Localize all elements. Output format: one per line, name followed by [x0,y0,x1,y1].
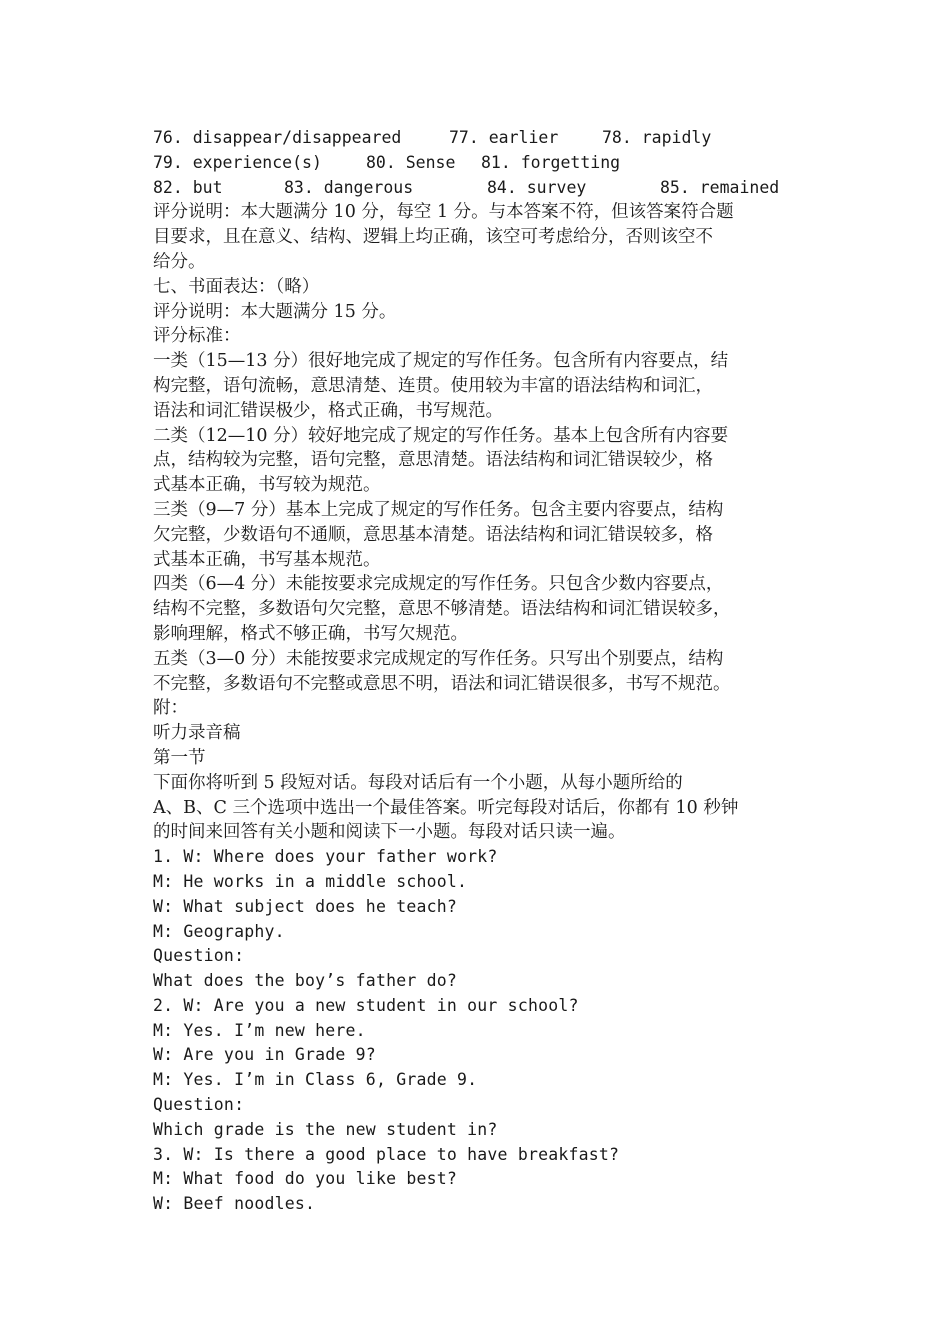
answer-81: 81. forgetting [481,152,621,172]
section-heading-writing: 七、书面表达：（略） [153,276,320,297]
answer-77: 77. earlier [449,128,559,147]
criteria-line: 三类（9—7 分）基本上完成了规定的写作任务。包含主要内容要点，结构 [153,499,724,520]
criteria-line: 二类（12—10 分）较好地完成了规定的写作任务。基本上包含所有内容要 [153,425,729,446]
dialogue-line: Which grade is the new student in? [153,1119,498,1139]
dialogue-line: Question: [153,946,245,966]
dialogue-line: M: He works in a middle school. [153,871,468,891]
dialogue-line: What does the boy’s father do? [153,971,458,991]
instructions-line: 的时间来回答有关小题和阅读下一小题。每段对话只读一遍。 [153,822,626,843]
listening-transcript-heading: 听力录音稿 [153,723,241,744]
scoring-note-line: 评分说明：本大题满分 10 分，每空 1 分。与本答案不符，但该答案符合题 [153,202,734,223]
dialogue-line: Question: [153,1095,245,1115]
answer-85: 85. remained [660,177,780,197]
dialogue-line: M: What food do you like best? [153,1169,458,1189]
scoring-note-line: 目要求，且在意义、结构、逻辑上均正确，该空可考虑给分，否则该空不 [153,227,713,248]
answer-84: 84. survey [487,177,587,197]
answer-82: 82. but [153,177,223,197]
answer-83: 83. dangerous [284,177,414,197]
dialogue-line: M: Yes. I’m in Class 6, Grade 9. [153,1070,478,1090]
instructions-line: A、B、C 三个选项中选出一个最佳答案。听完每段对话后，你都有 10 秒钟 [153,797,739,818]
criteria-line: 结构不完整，多数语句欠完整，意思不够清楚。语法结构和词汇错误较多， [153,599,731,620]
scoring-criteria-heading: 评分标准： [153,326,241,347]
criteria-line: 式基本正确，书写较为规范。 [153,475,381,496]
criteria-line: 四类（6—4 分）未能按要求完成规定的写作任务。只包含少数内容要点， [153,574,724,595]
criteria-line: 一类（15—13 分）很好地完成了规定的写作任务。包含所有内容要点，结 [153,351,729,372]
criteria-line: 点，结构较为完整，语句完整，意思清楚。语法结构和词汇错误较少，格 [153,450,713,471]
criteria-line: 五类（3—0 分）未能按要求完成规定的写作任务。只写出个别要点，结构 [153,648,724,669]
criteria-line: 式基本正确，书写基本规范。 [153,549,381,570]
criteria-line: 构完整，语句流畅，意思清楚、连贯。使用较为丰富的语法结构和词汇， [153,375,713,396]
criteria-line: 不完整，多数语句不完整或意思不明，语法和词汇错误很多，书写不规范。 [153,673,731,694]
dialogue-line: 2. W: Are you a new student in our school? [153,995,579,1015]
scoring-note-line: 评分说明：本大题满分 15 分。 [153,301,397,322]
dialogue-line: 3. W: Is there a good place to have breakfast? [153,1144,620,1164]
answer-79: 79. experience(s) [153,152,322,172]
dialogue-line: 1. W: Where does your father work? [153,847,498,867]
document-page [153,126,813,1217]
dialogue-line: M: Yes. I’m new here. [153,1020,366,1040]
section-one-heading: 第一节 [153,747,206,768]
dialogue-line: W: Beef noodles. [153,1194,316,1214]
answer-row-76-78 [153,126,813,151]
criteria-line: 语法和词汇错误极少，格式正确，书写规范。 [153,400,503,421]
dialogue-line: W: What subject does he teach? [153,896,458,916]
appendix-heading: 附： [153,698,188,719]
answer-row-82-85 [153,176,813,201]
dialogue-line: M: Geography. [153,921,285,941]
answer-78: 78. rapidly [602,128,712,147]
answer-row-79-81 [153,151,813,176]
dialogue-line: W: Are you in Grade 9? [153,1045,376,1065]
answer-80: 80. Sense [366,152,456,172]
answer-76: 76. disappear/disappeared [153,128,402,147]
criteria-line: 欠完整，少数语句不通顺，意思基本清楚。语法结构和词汇错误较多，格 [153,524,713,545]
criteria-line: 影响理解，格式不够正确，书写欠规范。 [153,623,468,644]
scoring-note-line: 给分。 [153,251,206,272]
instructions-line: 下面你将听到 5 段短对话。每段对话后有一个小题，从每小题所给的 [153,772,683,793]
